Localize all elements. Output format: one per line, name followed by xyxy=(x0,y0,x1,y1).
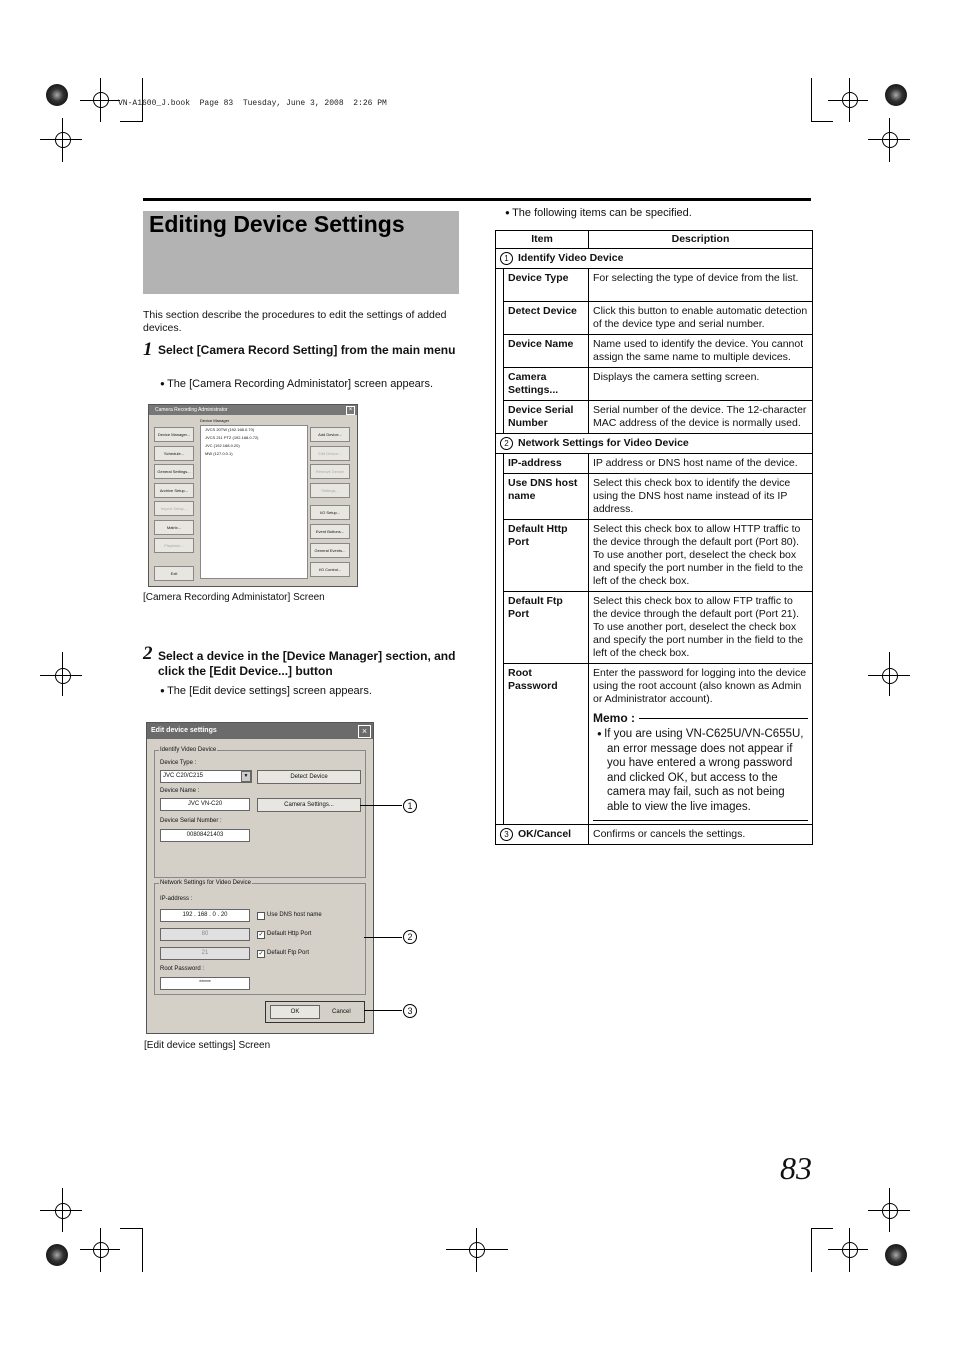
matrix-button: Matrix... xyxy=(154,520,194,535)
section-1-row: 1 Identify Video Device xyxy=(496,249,813,269)
edit-device-button: Edit Device... xyxy=(310,446,350,461)
event-buttons-button: Event Buttons... xyxy=(310,524,350,539)
callout-2: 2 xyxy=(403,930,417,944)
ftp-port-field: 21 xyxy=(160,947,250,960)
table-row: 3 OK/Cancel Confirms or cancels the settings. xyxy=(496,825,813,845)
registration-dot xyxy=(46,84,68,106)
serial-number-field: 00808421403 xyxy=(160,829,250,842)
table-header-item: Item xyxy=(496,231,589,249)
general-events-button: General Events... xyxy=(310,543,350,558)
use-dns-checkbox xyxy=(257,912,265,920)
table-row: Use DNS host name Select this check box to identify the device using the DNS host name instead of its IP address. xyxy=(496,474,813,520)
registration-dot xyxy=(885,84,907,106)
registration-dot xyxy=(46,1244,68,1266)
close-icon: × xyxy=(358,725,371,738)
step-1-number: 1 xyxy=(143,339,153,360)
device-manager-label: Device Manager xyxy=(200,418,230,423)
ok-button: OK xyxy=(270,1005,320,1019)
ok-cancel-group xyxy=(265,1001,365,1023)
edit-device-settings-screenshot xyxy=(146,722,374,1034)
registration-dot xyxy=(885,1244,907,1266)
camera-recording-administrator-screenshot xyxy=(148,404,358,587)
chevron-down-icon: ▼ xyxy=(241,771,251,782)
schedule-button: Schedule... xyxy=(154,446,194,461)
device-row: JVCS 211 PTZ (192.168.0.72) xyxy=(205,435,259,440)
device-name-field: JVC VN-C20 xyxy=(160,798,250,811)
memo-heading: Memo : xyxy=(593,711,635,725)
screen-2-caption: [Edit device settings] Screen xyxy=(144,1040,271,1051)
callout-line xyxy=(364,937,402,938)
device-row: JVCS 20TW (192.168.0.70) xyxy=(205,427,255,432)
device-manager-button: Device Manager... xyxy=(154,427,194,442)
ip-address-field: 192 . 168 . 0 . 20 xyxy=(160,909,250,922)
default-ftp-checkbox: ✓ xyxy=(258,951,264,957)
close-icon: × xyxy=(346,406,355,415)
callout-1: 1 xyxy=(403,799,417,813)
table-row: Default Http Port Select this check box to allow HTTP traffic to the device through the default port (Port 80). To use another port, deselect the check box and specify the port number in the field to the left of the check box. xyxy=(496,520,813,592)
table-row: Default Ftp Port Select this check box to allow FTP traffic to the device through the default port (Port 21). To use another port, deselect the check box and specify the port number in the field to the left of the check box. xyxy=(496,592,813,664)
window-title: Camera Recording Administrator xyxy=(149,405,357,415)
memo-box xyxy=(593,712,808,821)
camera-settings-button: Camera Settings... xyxy=(257,798,361,812)
callout-3: 3 xyxy=(403,1004,417,1018)
device-row: MW (127.0.0.1) xyxy=(205,451,233,456)
memo-text: ● If you are using VN-C625U/VN-C655U, an error message does not appear if you have entered a wrong password and clicked OK, but access to the camera may fail, such as not being able to view the live images. xyxy=(593,727,808,814)
spec-bullet: ● The following items can be specified. xyxy=(505,207,692,219)
playback-button: Playback... xyxy=(154,538,194,553)
settings-button: Settings... xyxy=(310,483,350,498)
io-setup-button: I/O Setup... xyxy=(310,505,350,520)
remove-device-button: Remove Device xyxy=(310,464,350,479)
title-box xyxy=(143,211,459,294)
http-port-field: 80 xyxy=(160,928,250,941)
table-row: Root Password Enter the password for logging into the device using the root account (also known as Admin or Administrator account). Memo : ● If you are using VN-C625U/VN-C655U, an error message does not appear if you have entered a wrong password and clicked OK, but access to the camera may fail, such as not being able to view the live images. xyxy=(496,664,813,825)
step-2-bullet: ● The [Edit device settings] screen appears. xyxy=(160,685,372,697)
identify-video-device-group: Identify Video Device Device Type : JVC C20/C215 ▼ Detect Device Device Name : JVC VN-C20 Camera Settings... Device Serial Number : 00808421403 xyxy=(154,750,366,878)
page-title: Editing Device Settings xyxy=(149,211,405,237)
device-list xyxy=(200,425,308,579)
table-row: Device Type For selecting the type of device from the list. xyxy=(496,269,813,302)
top-rule xyxy=(143,198,811,201)
table-row: Device Serial Number Serial number of the device. The 12-character MAC address of the device is normally used. xyxy=(496,401,813,434)
callout-line xyxy=(364,1010,402,1011)
device-type-select: JVC C20/C215 xyxy=(160,770,252,783)
step-1-bullet: ● The [Camera Recording Administator] screen appears. xyxy=(160,378,433,390)
step-1-text: Select [Camera Record Setting] from the main menu xyxy=(158,343,456,357)
archive-setup-button: Archive Setup... xyxy=(154,483,194,498)
network-settings-group: Network Settings for Video Device IP-address : 192 . 168 . 0 . 20 Use DNS host name 80 ✓ Default Http Port 21 ✓ Default Ftp Port Root Password : ****** xyxy=(154,883,366,995)
step-2-number: 2 xyxy=(143,643,153,664)
detect-device-button: Detect Device xyxy=(257,770,361,784)
print-header-line: VN-A1600_J.book Page 83 Tuesday, June 3, 2008 2:26 PM xyxy=(118,99,387,108)
default-http-checkbox: ✓ xyxy=(258,932,264,938)
exit-button: Exit xyxy=(154,566,194,581)
table-row: IP-address IP address or DNS host name of the device. xyxy=(496,454,813,474)
device-row: JVC (192.168.0.20) xyxy=(205,443,240,448)
window-title: Edit device settings xyxy=(147,723,373,739)
table-header-description: Description xyxy=(589,231,813,249)
intro-text: This section describe the procedures to edit the settings of added devices. xyxy=(143,309,447,334)
table-row: Device Name Name used to identify the device. You cannot assign the same name to multiple devices. xyxy=(496,335,813,368)
screen-1-caption: [Camera Recording Administator] Screen xyxy=(143,592,325,603)
root-password-field: ****** xyxy=(160,977,250,990)
table-row: Detect Device Click this button to enable automatic detection of the device type and serial number. xyxy=(496,302,813,335)
page-number: 83 xyxy=(780,1150,812,1186)
general-settings-button: General Settings... xyxy=(154,464,194,479)
table-row: Camera Settings... Displays the camera setting screen. xyxy=(496,368,813,401)
section-2-row: 2 Network Settings for Video Device xyxy=(496,434,813,454)
description-table xyxy=(495,230,813,845)
callout-line xyxy=(360,805,402,806)
cancel-button: Cancel xyxy=(332,1009,351,1015)
add-device-button: Add Device... xyxy=(310,427,350,442)
step-2-text: Select a device in the [Device Manager] section, and click the [Edit Device...] button xyxy=(158,649,456,678)
import-setup-button: Import Setup... xyxy=(154,501,194,516)
io-control-button: I/O Control... xyxy=(310,562,350,577)
